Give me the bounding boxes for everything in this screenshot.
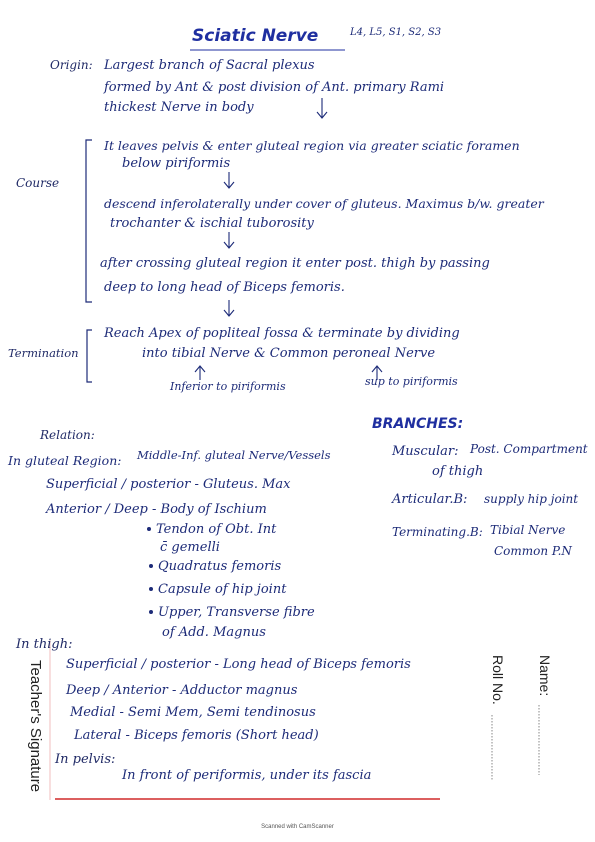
- course-line-2: below piriformis: [122, 156, 231, 171]
- thigh-line-1: Superficial / posterior - Long head of Biceps femoris: [66, 657, 411, 672]
- relation-anterior: Anterior / Deep - Body of Ischium: [46, 502, 267, 517]
- termination-line-2: into tibial Nerve & Common peroneal Nerve: [142, 346, 436, 361]
- course-line-4: trochanter & ischial tuborosity: [110, 216, 314, 231]
- page-title: Sciatic Nerve: [192, 26, 319, 46]
- pelvis-label: In pelvis:: [55, 752, 116, 767]
- scanner-footer: Scanned with CamScanner: [261, 824, 334, 830]
- course-line-5: after crossing gluteal region it enter post. thigh by passing: [100, 256, 490, 271]
- relation-superficial: Superficial / posterior - Gluteus. Max: [46, 477, 291, 492]
- terminating-label: Terminating.B:: [392, 525, 483, 539]
- termination-note-left: Inferior to piriformis: [170, 380, 286, 393]
- name-label: Name:: [537, 655, 553, 697]
- relation-bullet-6: of Add. Magnus: [162, 625, 266, 640]
- pelvis-line: In front of periformis, under its fascia: [122, 768, 372, 783]
- relation-bullet-2: c̄ gemelli: [160, 540, 220, 555]
- relation-bullet-3: Quadratus femoris: [158, 559, 282, 574]
- termination-line-1: Reach Apex of popliteal fossa & terminate by dividing: [104, 326, 460, 341]
- thigh-label: In thigh:: [16, 637, 73, 652]
- origin-line-2: formed by Ant & post division of Ant. primary Rami: [104, 80, 445, 95]
- origin-label: Origin:: [50, 58, 93, 72]
- thigh-line-4: Lateral - Biceps femoris (Short head): [74, 728, 319, 743]
- muscular-value-2: of thigh: [432, 464, 484, 479]
- relation-label: Relation:: [40, 428, 95, 442]
- teacher-signature-label: Teacher's Signature: [27, 660, 44, 793]
- termination-note-right: sup to piriformis: [365, 375, 458, 388]
- gluteal-first-line: Middle-Inf. gluteal Nerve/Vessels: [137, 448, 331, 462]
- roll-no-label: Roll No.: [490, 655, 506, 705]
- terminating-value-1: Tibial Nerve: [490, 523, 566, 537]
- relation-bullet-4: Capsule of hip joint: [158, 582, 287, 597]
- muscular-value-1: Post. Compartment: [470, 442, 588, 456]
- origin-line-1: Largest branch of Sacral plexus: [104, 58, 315, 73]
- terminating-value-2: Common P.N: [494, 544, 572, 558]
- branches-heading: BRANCHES:: [372, 416, 464, 432]
- nerve-roots: L4, L5, S1, S2, S3: [350, 27, 442, 38]
- articular-value: supply hip joint: [484, 492, 579, 506]
- course-line-6: deep to long head of Biceps femoris.: [104, 280, 345, 295]
- origin-line-3: thickest Nerve in body: [104, 100, 254, 115]
- gluteal-region-label: In gluteal Region:: [8, 453, 122, 468]
- thigh-line-2: Deep / Anterior - Adductor magnus: [66, 683, 298, 698]
- course-line-3: descend inferolaterally under cover of gluteus. Maximus b/w. greater: [104, 196, 544, 211]
- course-line-1: It leaves pelvis & enter gluteal region via greater sciatic foramen: [104, 138, 520, 153]
- thigh-line-3: Medial - Semi Mem, Semi tendinosus: [70, 705, 316, 720]
- relation-bullet-5: Upper, Transverse fibre: [158, 605, 315, 620]
- relation-bullet-1: Tendon of Obt. Int: [156, 522, 277, 537]
- course-label: Course: [16, 176, 60, 190]
- articular-label: Articular.B:: [392, 492, 468, 507]
- muscular-label: Muscular:: [392, 444, 459, 459]
- termination-label: Termination: [8, 346, 79, 360]
